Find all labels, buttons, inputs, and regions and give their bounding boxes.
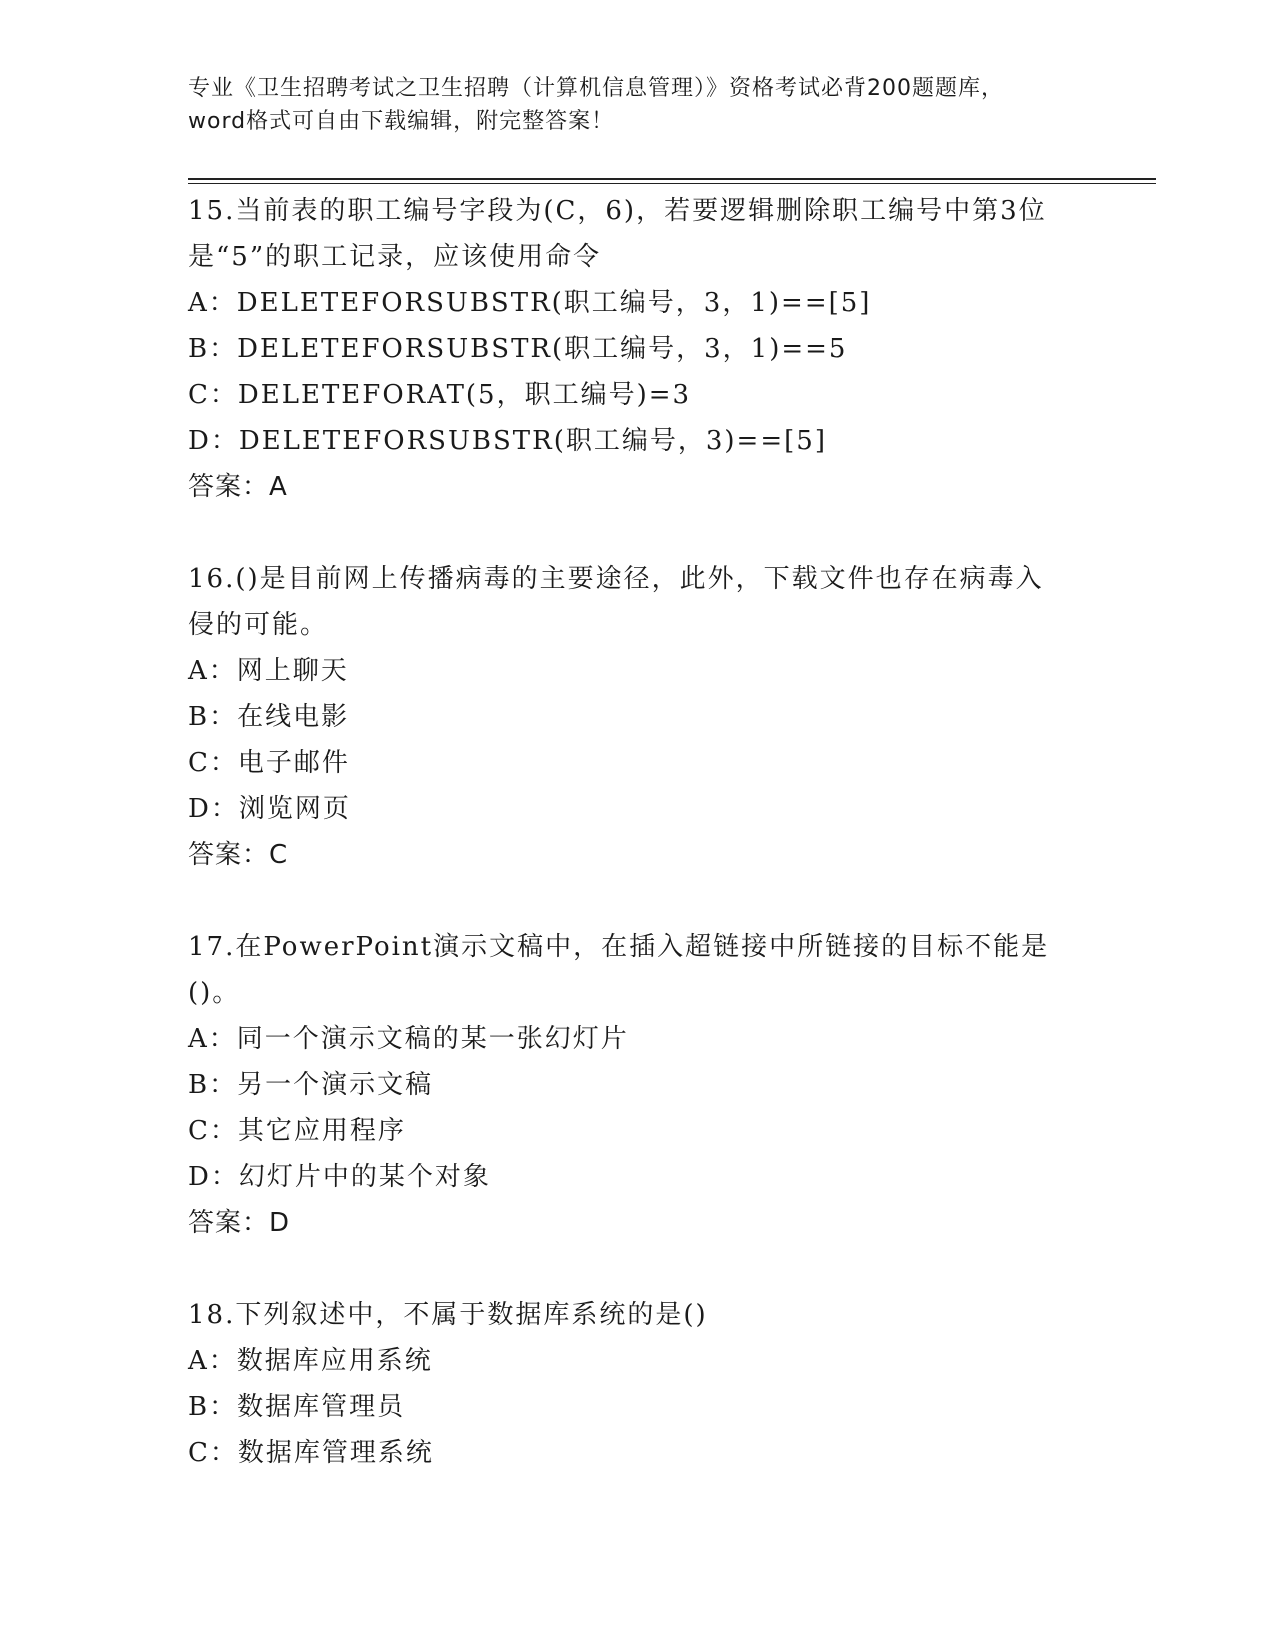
answer: 答案：A bbox=[188, 472, 288, 502]
header-line-2: word格式可自由下载编辑，附完整答案！ bbox=[188, 109, 615, 134]
option-c: C：其它应用程序 bbox=[188, 1116, 406, 1146]
answer: 答案：C bbox=[188, 840, 289, 870]
question-stem-line: 15.当前表的职工编号字段为(C，6)，若要逻辑删除职工编号中第3位 bbox=[188, 196, 1047, 226]
question-18 bbox=[188, 1292, 1088, 1476]
question-stem-line: ()。 bbox=[188, 978, 241, 1008]
question-15 bbox=[188, 188, 1088, 510]
option-b: B：DELETEFORSUBSTR(职工编号，3，1)==5 bbox=[188, 334, 848, 364]
option-d: D：浏览网页 bbox=[188, 794, 351, 824]
question-stem-line: 侵的可能。 bbox=[188, 610, 329, 640]
document-header bbox=[188, 72, 1088, 138]
option-a: A：DELETEFORSUBSTR(职工编号，3，1)==[5] bbox=[188, 288, 872, 318]
option-c: C：电子邮件 bbox=[188, 748, 350, 778]
header-rule-thick bbox=[188, 178, 1156, 180]
header-line-1: 专业《卫生招聘考试之卫生招聘（计算机信息管理）》资格考试必背200题题库， bbox=[188, 76, 1004, 101]
option-c: C：DELETEFORAT(5，职工编号)=3 bbox=[188, 380, 692, 410]
option-a: A：数据库应用系统 bbox=[188, 1346, 433, 1376]
option-a: A：同一个演示文稿的某一张幻灯片 bbox=[188, 1024, 629, 1054]
question-stem-line: 18.下列叙述中，不属于数据库系统的是() bbox=[188, 1300, 708, 1330]
question-stem-line: 17.在PowerPoint演示文稿中，在插入超链接中所链接的目标不能是 bbox=[188, 932, 1050, 962]
option-c: C：数据库管理系统 bbox=[188, 1438, 434, 1468]
header-rule-thin bbox=[188, 183, 1156, 184]
question-stem-line: 16.()是目前网上传播病毒的主要途径，此外，下载文件也存在病毒入 bbox=[188, 564, 1044, 594]
option-d: D：DELETEFORSUBSTR(职工编号，3)==[5] bbox=[188, 426, 827, 456]
question-17 bbox=[188, 924, 1088, 1246]
question-stem-line: 是“5”的职工记录，应该使用命令 bbox=[188, 242, 602, 272]
option-b: B：另一个演示文稿 bbox=[188, 1070, 434, 1100]
question-list bbox=[188, 188, 1088, 1522]
answer: 答案：D bbox=[188, 1208, 291, 1238]
option-b: B：在线电影 bbox=[188, 702, 350, 732]
question-16 bbox=[188, 556, 1088, 878]
option-b: B：数据库管理员 bbox=[188, 1392, 406, 1422]
option-d: D：幻灯片中的某个对象 bbox=[188, 1162, 491, 1192]
option-a: A：网上聊天 bbox=[188, 656, 349, 686]
